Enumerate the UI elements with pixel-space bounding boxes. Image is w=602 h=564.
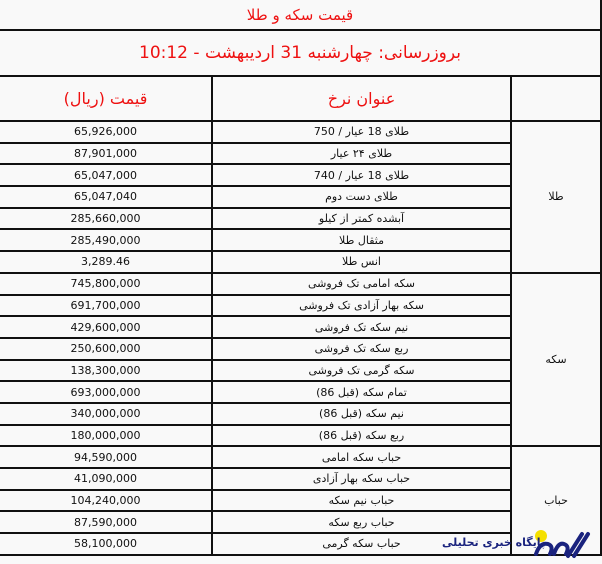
rate-name-cell: نیم سکه (قبل 86) [212, 403, 511, 425]
table-row [0, 490, 600, 512]
price-cell: 87,901,000 [0, 143, 212, 165]
rate-name-cell: مثقال طلا [212, 229, 511, 251]
table-row [0, 446, 600, 468]
table-row [0, 273, 600, 295]
rate-name-cell: انس طلا [212, 251, 511, 273]
price-cell: 3,289.46 [0, 251, 212, 273]
table-row [0, 186, 600, 208]
price-cell: 58,100,000 [0, 533, 212, 555]
page-title: قیمت سکه و طلا [0, 0, 600, 31]
rate-name-cell: تمام سکه (قبل 86) [212, 381, 511, 403]
price-cell: 180,000,000 [0, 425, 212, 447]
rate-name-cell: طلای ۲۴ عیار [212, 143, 511, 165]
table-row [0, 229, 600, 251]
rate-name-cell: ربع سکه (قبل 86) [212, 425, 511, 447]
table-row [0, 403, 600, 425]
rate-name-cell: حباب ربع سکه [212, 511, 511, 533]
table-row [0, 338, 600, 360]
table-row [0, 381, 600, 403]
price-cell: 94,590,000 [0, 446, 212, 468]
watermark-logo [436, 528, 596, 560]
price-cell: 65,047,000 [0, 164, 212, 186]
price-cell: 285,660,000 [0, 208, 212, 230]
watermark-text: پایگاه خبری تحلیلی [442, 536, 546, 549]
table-row [0, 468, 600, 490]
category-cell: سکه [511, 273, 600, 447]
table-row [0, 316, 600, 338]
header-price: قیمت (ریال) [0, 77, 212, 121]
rate-name-cell: ربع سکه تک فروشی [212, 338, 511, 360]
rate-name-cell: حباب سکه گرمی [212, 533, 511, 555]
category-cell: حباب [511, 446, 600, 554]
price-cell: 65,047,040 [0, 186, 212, 208]
rate-name-cell: نیم سکه تک فروشی [212, 316, 511, 338]
rate-name-cell: آبشده کمتر از کیلو [212, 208, 511, 230]
rate-name-cell: طلای 18 عیار / 750 [212, 121, 511, 143]
price-cell: 340,000,000 [0, 403, 212, 425]
price-cell: 104,240,000 [0, 490, 212, 512]
price-cell: 691,700,000 [0, 295, 212, 317]
table-row [0, 360, 600, 382]
rate-name-cell: حباب سکه امامی [212, 446, 511, 468]
rate-name-cell: سکه بهار آزادی تک فروشی [212, 295, 511, 317]
table-header-row [0, 77, 600, 121]
price-cell: 429,600,000 [0, 316, 212, 338]
price-table [0, 77, 600, 556]
rate-name-cell: سکه امامی تک فروشی [212, 273, 511, 295]
update-timestamp: بروزرسانی: چهارشنبه 31 اردیبهشت - 10:12 [0, 31, 600, 77]
price-cell: 87,590,000 [0, 511, 212, 533]
price-cell: 693,000,000 [0, 381, 212, 403]
price-cell: 41,090,000 [0, 468, 212, 490]
price-cell: 285,490,000 [0, 229, 212, 251]
rate-name-cell: طلای دست دوم [212, 186, 511, 208]
header-category [511, 77, 600, 121]
price-cell: 250,600,000 [0, 338, 212, 360]
rate-name-cell: حباب نیم سکه [212, 490, 511, 512]
table-row [0, 425, 600, 447]
table-row [0, 208, 600, 230]
table-row [0, 251, 600, 273]
header-name: عنوان نرخ [212, 77, 511, 121]
price-cell: 65,926,000 [0, 121, 212, 143]
table-row [0, 295, 600, 317]
table-row [0, 121, 600, 143]
table-row [0, 164, 600, 186]
category-cell: طلا [511, 121, 600, 273]
price-cell: 745,800,000 [0, 273, 212, 295]
price-cell: 138,300,000 [0, 360, 212, 382]
rate-name-cell: حباب سکه بهار آزادی [212, 468, 511, 490]
rate-name-cell: طلای 18 عیار / 740 [212, 164, 511, 186]
rate-name-cell: سکه گرمی تک فروشی [212, 360, 511, 382]
table-row [0, 143, 600, 165]
